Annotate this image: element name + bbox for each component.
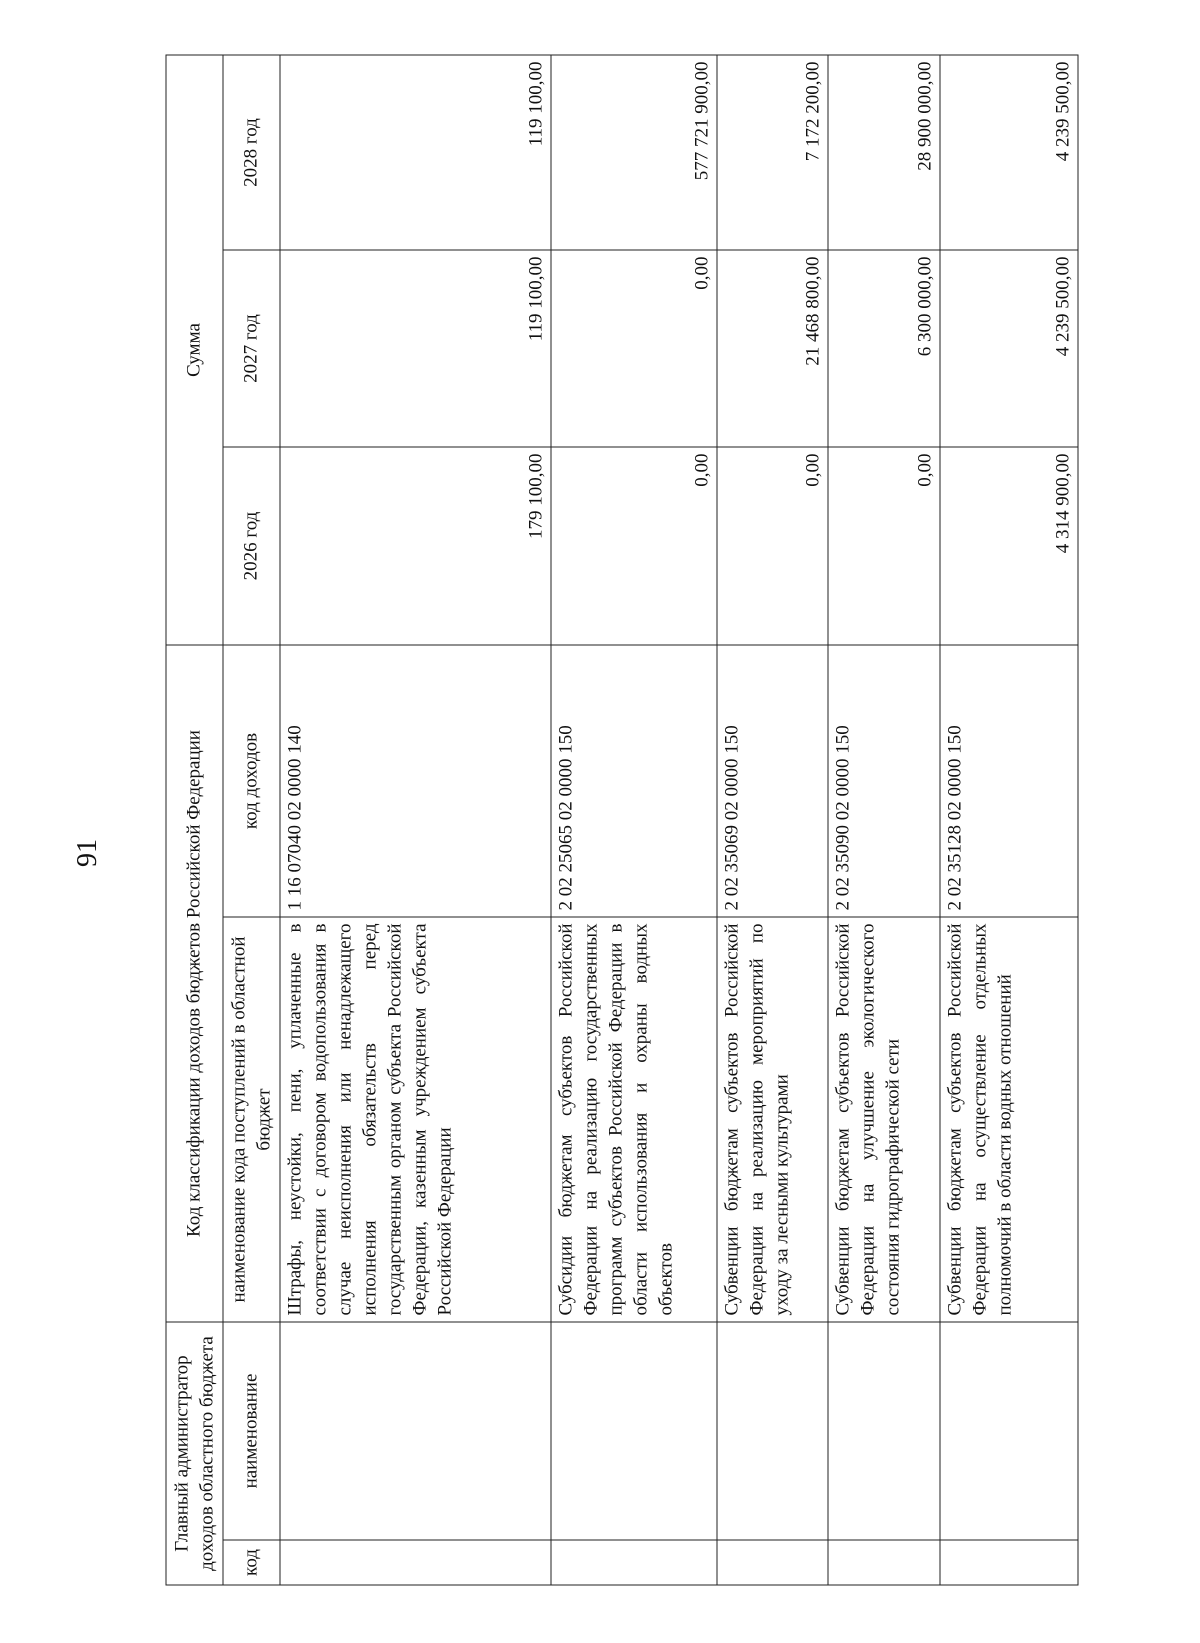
cell-admin-kod: [717, 1540, 829, 1585]
cell-sum-2027: 6 300 000,00: [828, 250, 940, 447]
cell-sum-2028: 119 100,00: [280, 55, 551, 250]
cell-admin-kod: [828, 1540, 940, 1585]
header-kod-dohodov: код доходов: [223, 645, 280, 917]
cell-sum-2027: 0,00: [551, 250, 717, 447]
header-sum-group: Сумма: [166, 55, 223, 645]
header-admin-group: Главный администратор доходов областного бюджета: [166, 1322, 223, 1585]
rotated-table-sheet: [166, 56, 1079, 1586]
cell-revenue-name: Субвенции бюджетам субъектов Российской Федерации на реализацию мероприятий по уходу за лесными культурами: [717, 917, 829, 1322]
cell-admin-kod: [280, 1540, 551, 1585]
header-year-2028: 2028 год: [223, 55, 280, 250]
header-classification-group: Код классификации доходов бюджетов Российской Федерации: [166, 645, 223, 1322]
table-row: [280, 55, 551, 1585]
header-row-1: [166, 55, 223, 1585]
cell-admin-name: [551, 1322, 717, 1540]
cell-revenue-code: 2 02 25065 02 0000 150: [551, 645, 717, 917]
header-year-2026: 2026 год: [223, 447, 280, 645]
cell-sum-2028: 4 239 500,00: [940, 55, 1078, 250]
cell-revenue-name: Штрафы, неустойки, пени, уплаченные в соответствии с договором водопользования в случае неисполнения или ненадлежащего исполнения обязательств перед государственным органом субъекта Российской Федерации, казенным учреждением субъекта Российской Федерации: [280, 917, 551, 1322]
cell-sum-2026: 4 314 900,00: [940, 447, 1078, 645]
revenue-table: [166, 54, 1079, 1585]
cell-sum-2026: 0,00: [551, 447, 717, 645]
table-row: [940, 55, 1078, 1585]
header-naimenovanie-koda: наименование кода поступлений в областной бюджет: [223, 917, 280, 1322]
page-number: 91: [72, 839, 103, 867]
cell-revenue-name: Субвенции бюджетам субъектов Российской Федерации на улучшение экологического состояния гидрографической сети: [828, 917, 940, 1322]
cell-sum-2027: 119 100,00: [280, 250, 551, 447]
cell-admin-name: [717, 1322, 829, 1540]
header-year-2027: 2027 год: [223, 250, 280, 447]
cell-sum-2026: 179 100,00: [280, 447, 551, 645]
cell-sum-2028: 28 900 000,00: [828, 55, 940, 250]
cell-admin-kod: [940, 1540, 1078, 1585]
table-row: [828, 55, 940, 1585]
header-naimenovanie: наименование: [223, 1322, 280, 1540]
cell-sum-2028: 577 721 900,00: [551, 55, 717, 250]
table-row: [717, 55, 829, 1585]
header-row-2: [223, 55, 280, 1585]
cell-sum-2027: 4 239 500,00: [940, 250, 1078, 447]
cell-sum-2027: 21 468 800,00: [717, 250, 829, 447]
cell-revenue-code: 2 02 35069 02 0000 150: [717, 645, 829, 917]
cell-sum-2026: 0,00: [717, 447, 829, 645]
cell-admin-name: [280, 1322, 551, 1540]
cell-revenue-name: Субвенции бюджетам субъектов Российской Федерации на осуществление отдельных полномочий в области водных отношений: [940, 917, 1078, 1322]
table-row: [551, 55, 717, 1585]
cell-revenue-code: 2 02 35128 02 0000 150: [940, 645, 1078, 917]
cell-admin-name: [828, 1322, 940, 1540]
cell-revenue-name: Субсидии бюджетам субъектов Российской Федерации на реализацию государственных программ субъектов Российской Федерации в области использования и охраны водных объектов: [551, 917, 717, 1322]
cell-revenue-code: 1 16 07040 02 0000 140: [280, 645, 551, 917]
cell-admin-name: [940, 1322, 1078, 1540]
cell-admin-kod: [551, 1540, 717, 1585]
header-kod: код: [223, 1540, 280, 1585]
cell-sum-2028: 7 172 200,00: [717, 55, 829, 250]
cell-sum-2026: 0,00: [828, 447, 940, 645]
cell-revenue-code: 2 02 35090 02 0000 150: [828, 645, 940, 917]
